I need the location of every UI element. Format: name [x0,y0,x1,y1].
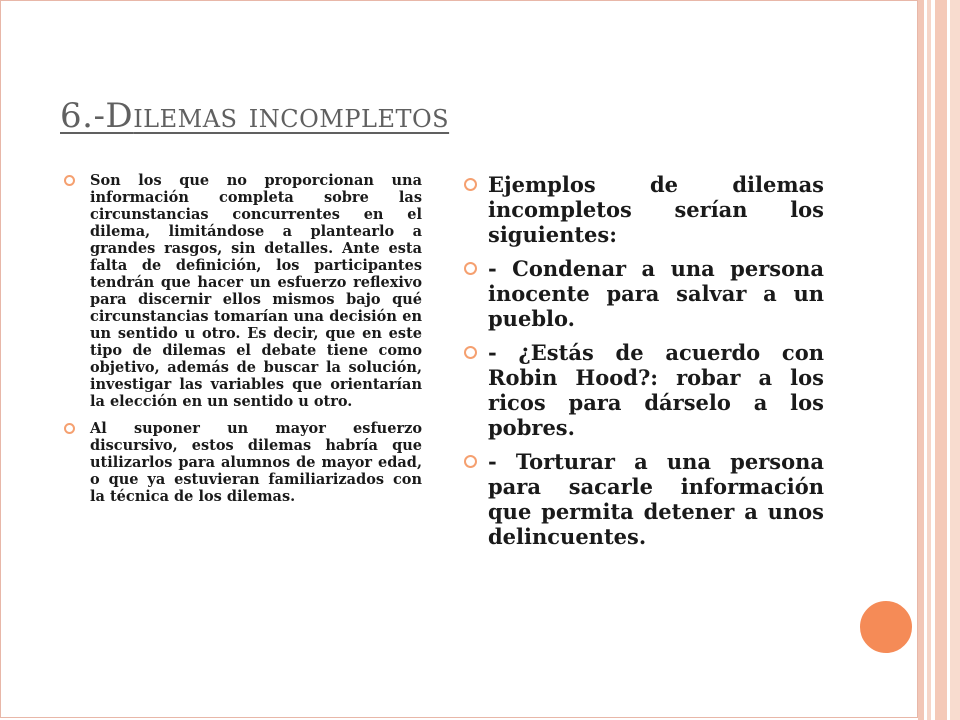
stripe [918,0,924,720]
bullet-ring-icon [64,175,75,186]
bullet-text: Al suponer un mayor esfuerzo discursivo, estos dilemas habría que utilizarlos para alumnos de mayor edad, o que ya estuvieran familiarizados con la técnica de los dilemas. [90,420,422,505]
slide-title-rest: ilemas incompletos [133,96,450,136]
decorative-side-stripes [918,0,960,720]
stripe [950,0,960,720]
bullet-text: Son los que no proporcionan una información completa sobre las circunstancias concurrentes en el dilema, limitándose a plantearlo a grandes rasgos, sin detalles. Ante esta falta de definición, los participantes tendrán que hacer un esfuerzo reflexivo para discernir ellos mismos bajo qué circunstancias tomarían una decisión en un sentido u otro. Es decir, que en este tipo de dilemas el debate tiene como objetivo, además de buscar la solución, investigar las variables que orientarían la elección en un sentido u otro. [90,172,422,410]
stripe [935,0,947,720]
bullet-ring-icon [464,455,477,468]
bullet-text: - Condenar a una persona inocente para salvar a un pueblo. [488,256,824,331]
list-item [464,449,824,549]
list-item [64,172,422,410]
left-bullet-list [64,172,422,515]
slide-title-prefix: 6.-D [60,96,134,136]
list-item [464,256,824,331]
bullet-text: - ¿Estás de acuerdo con Robin Hood?: robar a los ricos para dárselo a los pobres. [488,340,824,440]
list-item [64,420,422,505]
bullet-ring-icon [64,423,75,434]
bullet-text: Ejemplos de dilemas incompletos serían los siguientes: [488,172,824,247]
list-item [464,340,824,440]
list-item [464,172,824,247]
bullet-ring-icon [464,346,477,359]
bullet-ring-icon [464,178,477,191]
decorative-orange-circle [857,598,915,656]
right-bullet-list [464,172,824,558]
stripe [927,0,931,720]
bullet-ring-icon [464,262,477,275]
bullet-text: - Torturar a una persona para sacarle información que permita detener a unos delincuentes. [488,449,824,549]
slide-title [60,96,449,136]
